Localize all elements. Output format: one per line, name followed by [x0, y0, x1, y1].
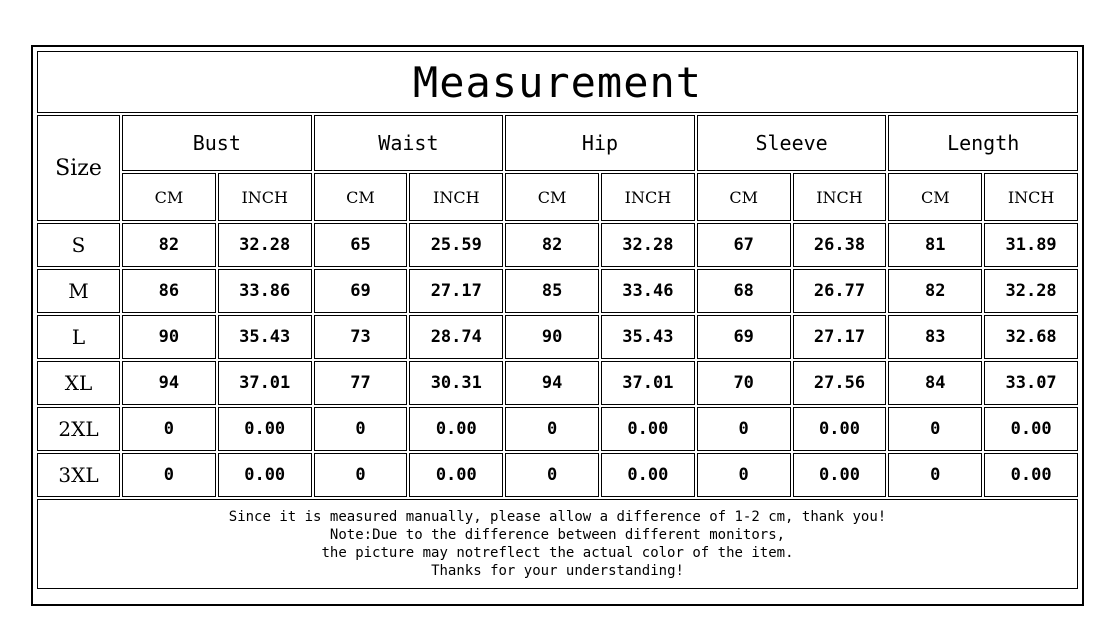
value-cell: 94 — [122, 361, 216, 405]
value-cell: 68 — [697, 269, 791, 313]
value-cell: 94 — [505, 361, 599, 405]
value-cell: 84 — [888, 361, 982, 405]
value-cell: 31.89 — [984, 223, 1078, 267]
value-cell: 90 — [122, 315, 216, 359]
value-cell: 26.38 — [793, 223, 887, 267]
value-cell: 0 — [122, 407, 216, 451]
value-cell: 0 — [697, 453, 791, 497]
value-cell: 37.01 — [218, 361, 312, 405]
value-cell: 32.28 — [218, 223, 312, 267]
value-cell: 32.28 — [601, 223, 695, 267]
value-cell: 67 — [697, 223, 791, 267]
value-cell: 82 — [888, 269, 982, 313]
value-cell: 27.17 — [409, 269, 503, 313]
size-cell: XL — [37, 361, 120, 405]
value-cell: 65 — [314, 223, 408, 267]
size-table — [35, 49, 1080, 591]
table-row — [37, 453, 1078, 497]
group-header-length: Length — [888, 115, 1078, 171]
group-header-waist: Waist — [314, 115, 504, 171]
unit-header-cm: CM — [697, 173, 791, 221]
value-cell: 35.43 — [218, 315, 312, 359]
size-cell: 2XL — [37, 407, 120, 451]
value-cell: 0 — [888, 453, 982, 497]
value-cell: 69 — [697, 315, 791, 359]
unit-header-inch: INCH — [601, 173, 695, 221]
value-cell: 90 — [505, 315, 599, 359]
table-row — [37, 407, 1078, 451]
note-line: the picture may notreflect the actual color of the item. — [321, 545, 794, 561]
table-row — [37, 223, 1078, 267]
value-cell: 33.07 — [984, 361, 1078, 405]
value-cell: 0 — [505, 407, 599, 451]
value-cell: 81 — [888, 223, 982, 267]
size-cell: L — [37, 315, 120, 359]
value-cell: 0 — [314, 407, 408, 451]
unit-header-inch: INCH — [218, 173, 312, 221]
note-line: Since it is measured manually, please allow a difference of 1-2 cm, thank you! — [228, 509, 887, 525]
size-column-header: Size — [37, 115, 120, 221]
value-cell: 83 — [888, 315, 982, 359]
value-cell: 35.43 — [601, 315, 695, 359]
unit-header-inch: INCH — [984, 173, 1078, 221]
table-row — [37, 315, 1078, 359]
value-cell: 0.00 — [984, 453, 1078, 497]
unit-header-cm: CM — [122, 173, 216, 221]
value-cell: 25.59 — [409, 223, 503, 267]
value-cell: 27.56 — [793, 361, 887, 405]
value-cell: 30.31 — [409, 361, 503, 405]
unit-header-cm: CM — [505, 173, 599, 221]
value-cell: 32.28 — [984, 269, 1078, 313]
group-header-sleeve: Sleeve — [697, 115, 887, 171]
value-cell: 0.00 — [601, 453, 695, 497]
value-cell: 28.74 — [409, 315, 503, 359]
value-cell: 85 — [505, 269, 599, 313]
note-line: Thanks for your understanding! — [431, 563, 684, 579]
value-cell: 0.00 — [409, 407, 503, 451]
value-cell: 0.00 — [984, 407, 1078, 451]
unit-header-inch: INCH — [409, 173, 503, 221]
note-row — [37, 499, 1078, 589]
size-cell: 3XL — [37, 453, 120, 497]
value-cell: 0.00 — [218, 407, 312, 451]
measurement-note — [37, 499, 1078, 589]
unit-header-cm: CM — [314, 173, 408, 221]
value-cell: 82 — [505, 223, 599, 267]
table-row — [37, 269, 1078, 313]
value-cell: 86 — [122, 269, 216, 313]
value-cell: 82 — [122, 223, 216, 267]
group-header-row — [37, 115, 1078, 171]
size-cell: M — [37, 269, 120, 313]
value-cell: 70 — [697, 361, 791, 405]
measurement-chart — [31, 45, 1084, 606]
value-cell: 33.46 — [601, 269, 695, 313]
unit-header-cm: CM — [888, 173, 982, 221]
value-cell: 0.00 — [793, 407, 887, 451]
value-cell: 0.00 — [409, 453, 503, 497]
group-header-bust: Bust — [122, 115, 312, 171]
value-cell: 32.68 — [984, 315, 1078, 359]
value-cell: 0 — [314, 453, 408, 497]
value-cell: 0.00 — [218, 453, 312, 497]
note-line: Note:Due to the difference between different monitors, — [329, 527, 786, 543]
value-cell: 0 — [888, 407, 982, 451]
title-row — [37, 51, 1078, 113]
table-row — [37, 361, 1078, 405]
unit-header-inch: INCH — [793, 173, 887, 221]
page-title: Measurement — [37, 51, 1078, 113]
value-cell: 69 — [314, 269, 408, 313]
value-cell: 33.86 — [218, 269, 312, 313]
value-cell: 73 — [314, 315, 408, 359]
value-cell: 77 — [314, 361, 408, 405]
value-cell: 0.00 — [601, 407, 695, 451]
value-cell: 27.17 — [793, 315, 887, 359]
value-cell: 26.77 — [793, 269, 887, 313]
value-cell: 0 — [697, 407, 791, 451]
measurement-chart-inner — [35, 49, 1080, 602]
group-header-hip: Hip — [505, 115, 695, 171]
unit-header-row — [37, 173, 1078, 221]
value-cell: 0 — [122, 453, 216, 497]
value-cell: 37.01 — [601, 361, 695, 405]
size-cell: S — [37, 223, 120, 267]
value-cell: 0 — [505, 453, 599, 497]
value-cell: 0.00 — [793, 453, 887, 497]
